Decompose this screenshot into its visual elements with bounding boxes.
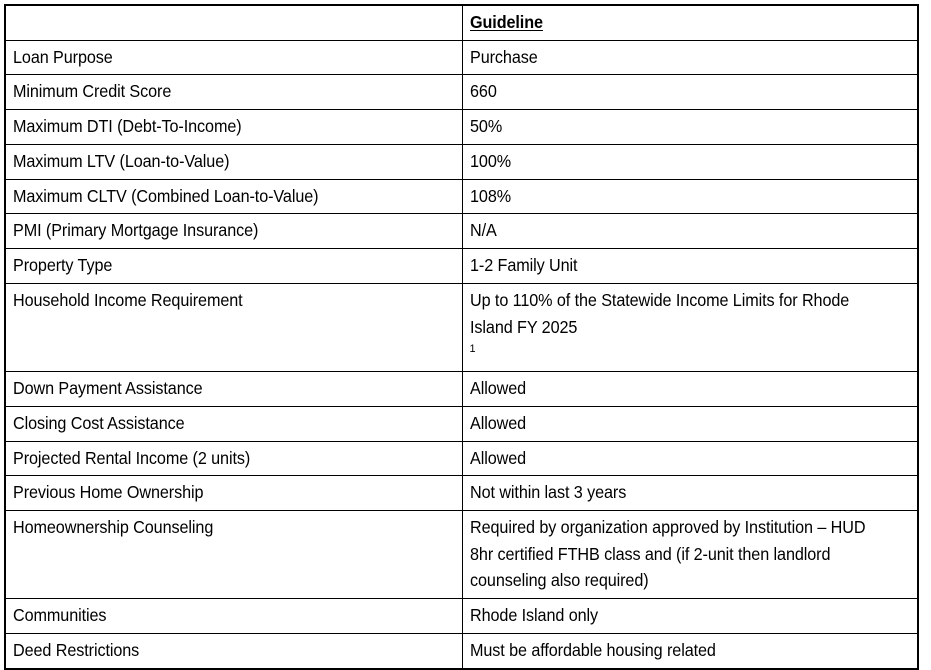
table-row [5, 40, 918, 75]
table-body [5, 5, 918, 669]
row-value-cell [462, 372, 918, 407]
guideline-table [4, 4, 919, 670]
row-label-cell [5, 40, 462, 75]
row-label-cell [5, 214, 462, 249]
row-label-cell [5, 179, 462, 214]
table-row [5, 179, 918, 214]
row-label-cell [5, 511, 462, 599]
row-label-cell [5, 372, 462, 407]
row-value-cell [462, 599, 918, 634]
row-label-text: Down Payment Assistance [13, 378, 203, 399]
row-label-text: Property Type [13, 255, 113, 276]
row-value-cell [462, 633, 918, 668]
row-value-cell [462, 283, 918, 371]
table-row [5, 633, 918, 668]
row-label-text: Homeownership Counseling [13, 517, 214, 538]
footnote-marker: 1 [469, 343, 476, 356]
row-value-cell [462, 40, 918, 75]
row-value-text: 108% [469, 185, 511, 206]
row-value-text: Up to 110% of the Statewide Income Limits for Rhode Island FY 2025 [469, 289, 849, 337]
row-value-text: Must be affordable housing related [469, 639, 716, 660]
table-row [5, 406, 918, 441]
row-value-cell [462, 214, 918, 249]
row-label-text: Household Income Requirement [13, 289, 243, 310]
row-value-text: 100% [469, 150, 511, 171]
row-label-text: Communities [13, 605, 107, 626]
row-label-cell [5, 406, 462, 441]
row-label-text: Maximum LTV (Loan-to-Value) [13, 150, 230, 171]
row-value-text: N/A [469, 220, 497, 241]
row-label-text: Projected Rental Income (2 units) [13, 447, 251, 468]
table-row [5, 441, 918, 476]
row-value-text: Purchase [469, 46, 538, 67]
row-value-cell [462, 249, 918, 284]
table-row [5, 283, 918, 371]
table-row [5, 599, 918, 634]
row-label-text: Closing Cost Assistance [13, 412, 185, 433]
row-value-cell [462, 476, 918, 511]
row-value-text: Rhode Island only [469, 605, 598, 626]
row-label-cell [5, 283, 462, 371]
row-value-text: Not within last 3 years [469, 482, 626, 503]
table-row [5, 75, 918, 110]
row-value-cell [462, 179, 918, 214]
row-value-cell [462, 511, 918, 599]
row-label-cell [5, 633, 462, 668]
row-label-text: Previous Home Ownership [13, 482, 204, 503]
row-value-cell [462, 144, 918, 179]
row-label-cell [5, 144, 462, 179]
table-row [5, 214, 918, 249]
row-value-cell [462, 75, 918, 110]
table-row [5, 249, 918, 284]
row-label-text: Deed Restrictions [13, 639, 140, 660]
row-label-text: Loan Purpose [13, 46, 113, 67]
header-label-text [13, 9, 420, 27]
row-value-cell [462, 441, 918, 476]
row-label-cell [5, 75, 462, 110]
header-cell-label [5, 5, 462, 40]
row-label-text: Maximum DTI (Debt-To-Income) [13, 116, 242, 137]
row-value-text: Required by organization approved by Institution – HUD 8hr certified FTHB class and (if 2-unit then landlord counseling also required) [469, 517, 865, 591]
table-row [5, 511, 918, 599]
row-label-cell [5, 249, 462, 284]
row-value-text: 1-2 Family Unit [469, 255, 577, 276]
row-label-text: Minimum Credit Score [13, 81, 172, 102]
header-guideline-text: Guideline [469, 12, 543, 32]
row-value-text: Allowed [469, 447, 526, 468]
row-label-cell [5, 599, 462, 634]
row-value-text: Allowed [469, 378, 526, 399]
row-label-text: Maximum CLTV (Combined Loan-to-Value) [13, 185, 319, 206]
guideline-table-container [4, 4, 917, 670]
row-value-text: 660 [469, 81, 497, 102]
table-row [5, 476, 918, 511]
row-value-text: Allowed [469, 412, 526, 433]
row-value-cell [462, 406, 918, 441]
table-header-row [5, 5, 918, 40]
table-row [5, 372, 918, 407]
row-label-text: PMI (Primary Mortgage Insurance) [13, 220, 259, 241]
table-row [5, 144, 918, 179]
row-value-cell [462, 110, 918, 145]
header-cell-guideline [462, 5, 918, 40]
table-row [5, 110, 918, 145]
row-label-cell [5, 441, 462, 476]
row-label-cell [5, 110, 462, 145]
row-label-cell [5, 476, 462, 511]
row-value-text: 50% [469, 116, 502, 137]
